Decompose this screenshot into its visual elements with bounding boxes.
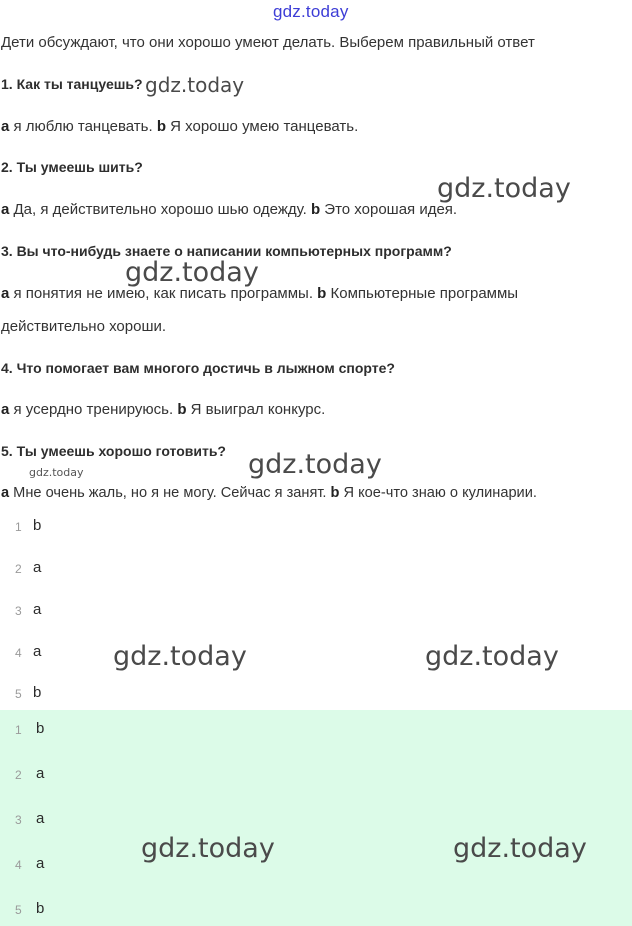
question-1-title: 1. Как ты танцуешь? (1, 76, 143, 92)
option-text: я люблю танцевать. (9, 118, 157, 135)
answer-value: a (36, 765, 45, 782)
site-logo[interactable]: gdz.today (273, 2, 349, 21)
option-text: Я хорошо умею танцевать. (166, 118, 359, 135)
answer-value: b (36, 900, 45, 917)
option-text: Да, я действительно хорошо шью одежду. (9, 201, 311, 218)
option-text: Я кое-что знаю о кулинарии. (339, 485, 537, 501)
watermark: gdz.today (125, 257, 259, 288)
option-letter: b (317, 285, 327, 302)
answer-value: a (33, 601, 42, 618)
highlighted-answer-panel (0, 710, 632, 926)
question-2-options (1, 201, 457, 218)
question-4-title: 4. Что помогает вам многого достичь в лыжном спорте? (1, 360, 395, 376)
option-text: я понятия не имею, как писать программы. (9, 285, 318, 302)
question-1-options (1, 118, 358, 135)
task-intro: Дети обсуждают, что они хорошо умеют делать. Выберем правильный ответ (1, 34, 535, 51)
option-letter: a (1, 401, 10, 418)
watermark: gdz.today (437, 173, 571, 204)
option-text: Это хорошая идея. (320, 201, 458, 218)
answer-number: 5 (15, 687, 22, 701)
option-text: Я выиграл конкурс. (186, 401, 326, 418)
answer-value: a (36, 855, 45, 872)
answer-value: a (33, 559, 42, 576)
option-letter: b (310, 201, 321, 218)
watermark: gdz.today (425, 641, 559, 672)
option-letter: b (330, 485, 340, 501)
question-3-title: 3. Вы что-нибудь знаете о написании компьютерных программ? (1, 243, 452, 259)
answer-number: 4 (15, 858, 22, 872)
answer-number: 5 (15, 903, 22, 917)
answer-value: b (36, 720, 45, 737)
question-5-title: 5. Ты умеешь хорошо готовить? (1, 443, 226, 459)
answer-number: 3 (15, 604, 22, 618)
answer-number: 1 (15, 723, 22, 737)
answer-value: b (33, 684, 42, 701)
option-letter: a (1, 201, 10, 218)
answer-number: 1 (15, 520, 22, 534)
watermark: gdz.today (145, 73, 245, 97)
option-text: Компьютерные программы (326, 285, 519, 302)
option-letter: b (156, 118, 166, 135)
answer-number: 3 (15, 813, 22, 827)
watermark: gdz.today (453, 833, 587, 864)
watermark: gdz.today (248, 449, 382, 480)
option-text: Мне очень жаль, но я не могу. Сейчас я занят. (9, 485, 331, 501)
answer-number: 2 (15, 768, 22, 782)
answer-value: b (33, 517, 42, 534)
watermark: gdz.today (113, 641, 247, 672)
option-letter: b (177, 401, 187, 418)
watermark: gdz.today (29, 466, 84, 479)
option-letter: a (1, 118, 10, 135)
option-letter: a (1, 485, 10, 501)
question-2-title: 2. Ты умеешь шить? (1, 159, 143, 175)
answer-number: 4 (15, 646, 22, 660)
question-3-options-cont: действительно хороши. (1, 318, 167, 335)
watermark: gdz.today (141, 833, 275, 864)
question-4-options (1, 401, 325, 418)
option-text: я усердно тренируюсь. (9, 401, 178, 418)
question-3-options (1, 285, 518, 302)
option-letter: a (1, 285, 10, 302)
answer-value: a (36, 810, 45, 827)
answer-value: a (33, 643, 42, 660)
question-5-options (1, 485, 537, 501)
answer-number: 2 (15, 562, 22, 576)
